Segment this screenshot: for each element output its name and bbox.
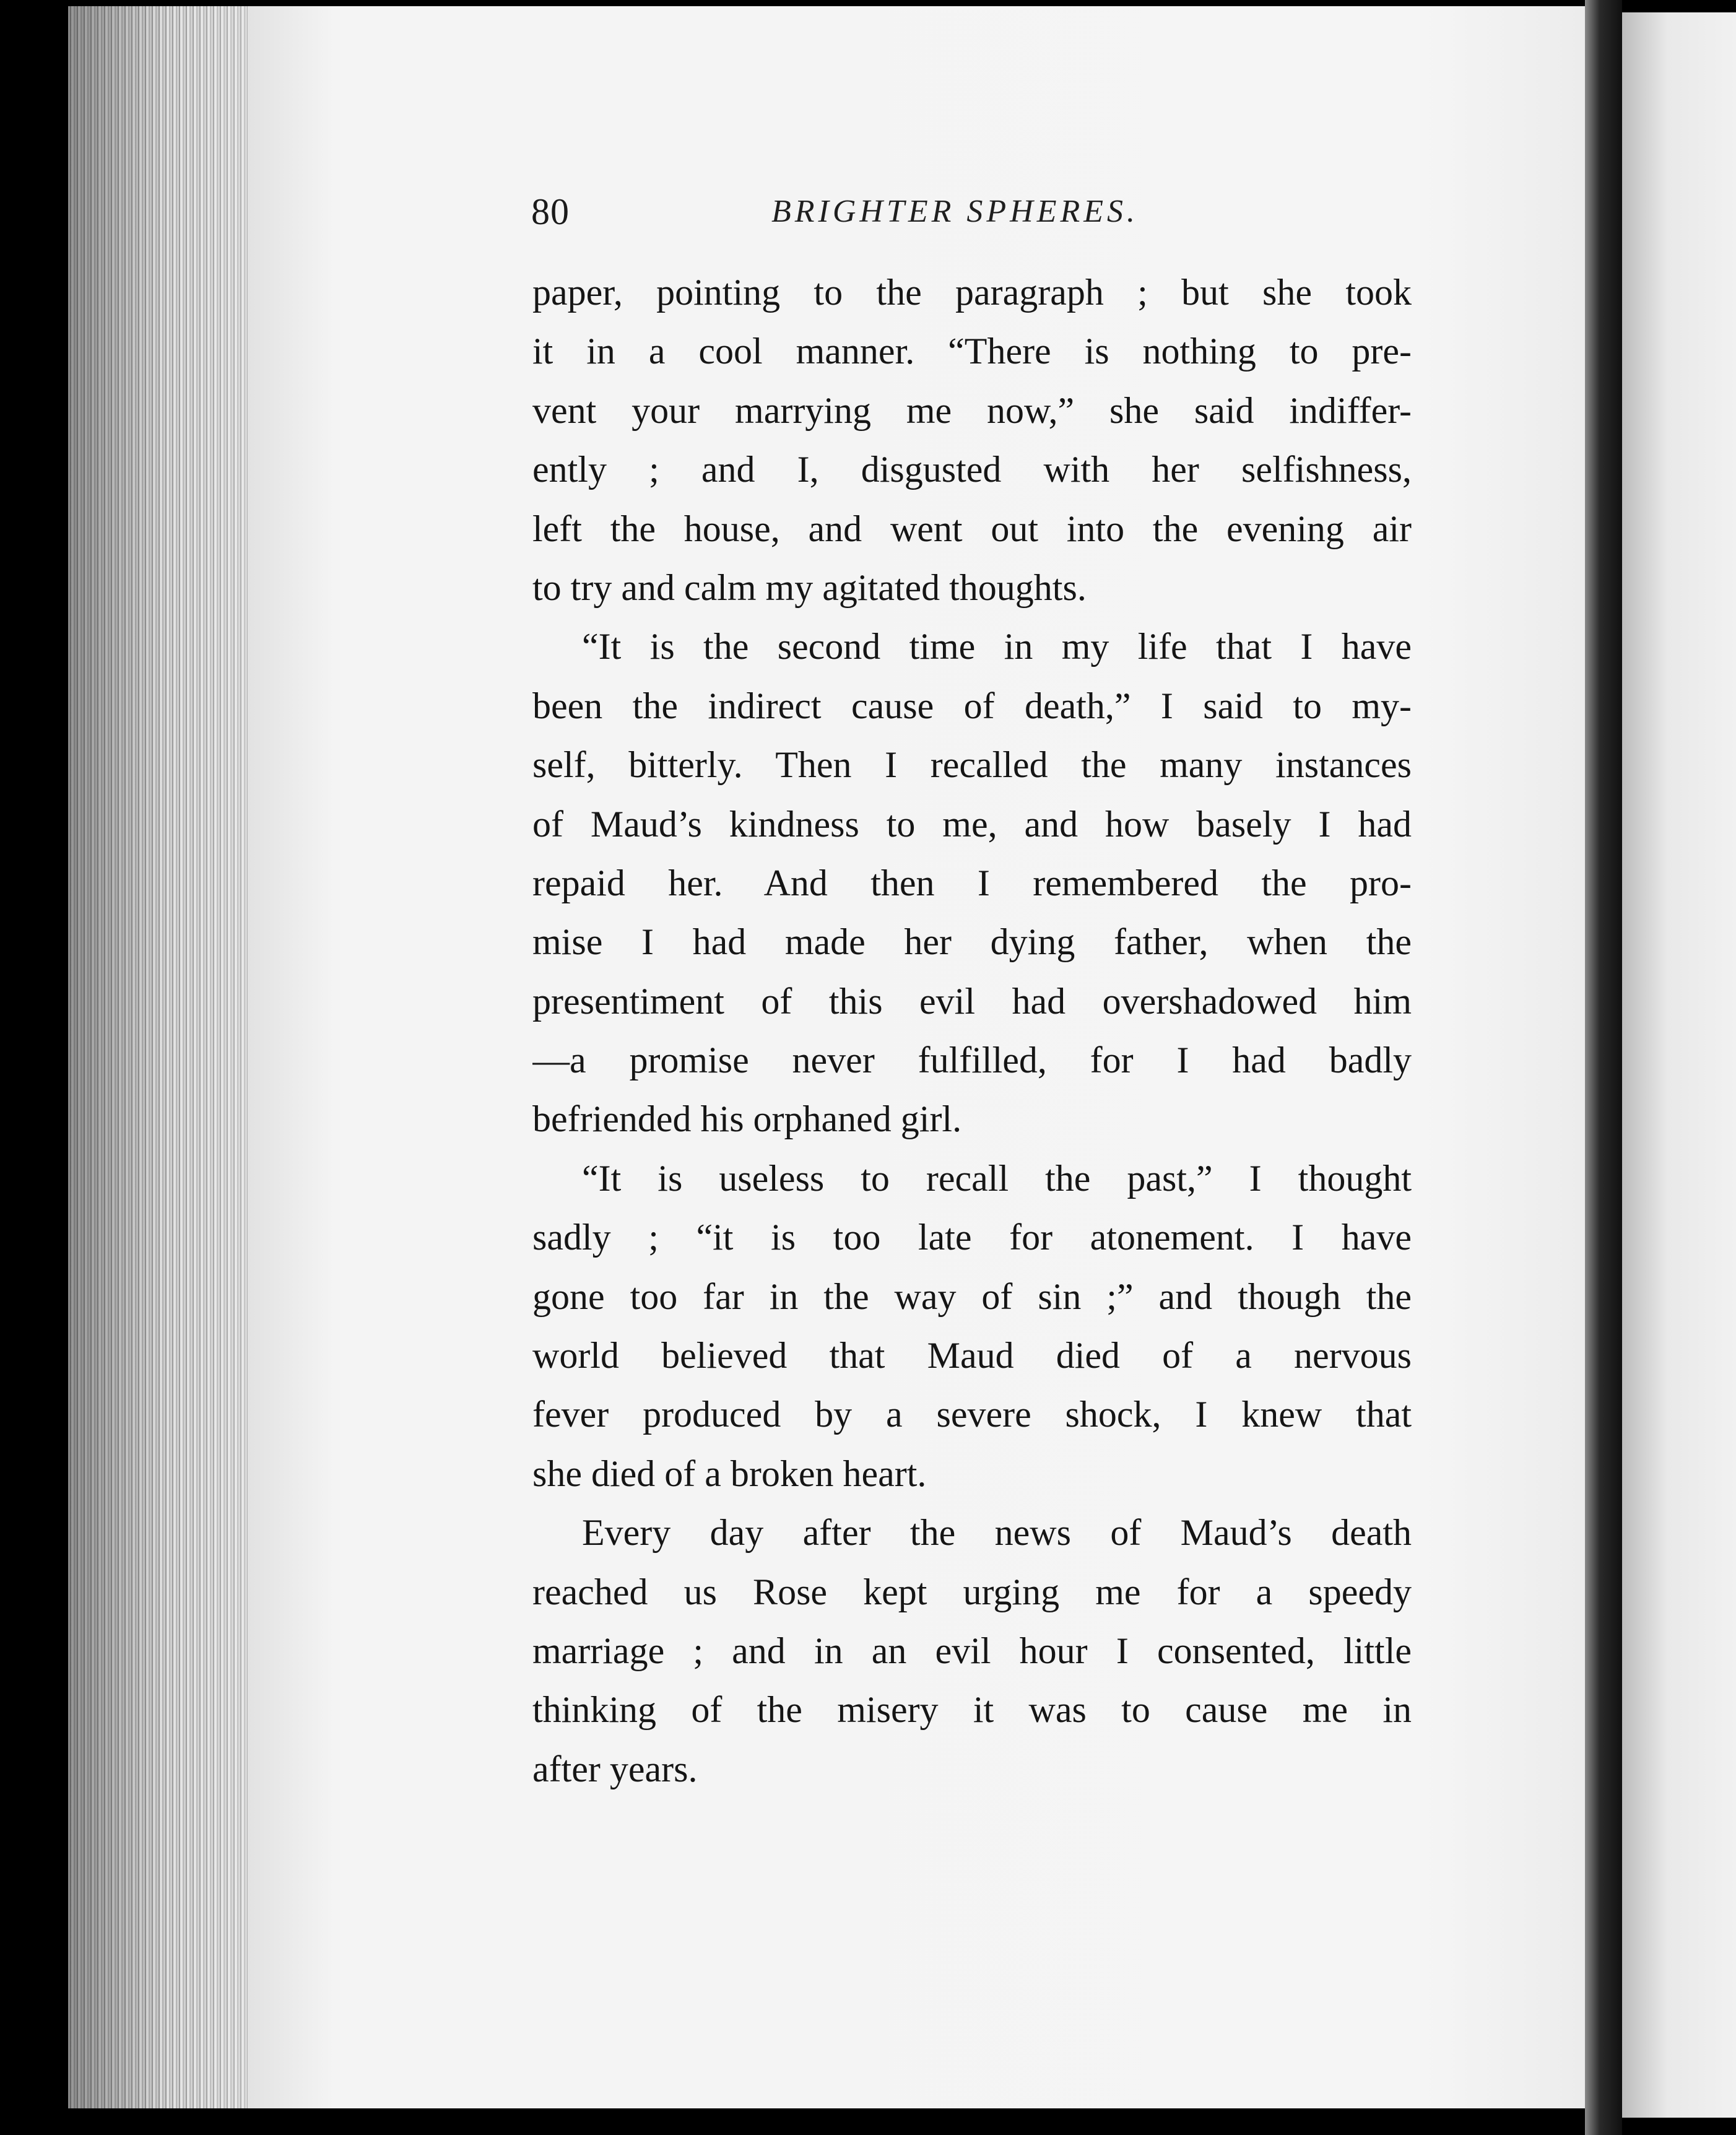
book-gutter — [1585, 0, 1622, 2135]
text-line: Every day after the news of Maud’s death — [582, 1512, 1412, 1554]
running-title: BRIGHTER SPHERES. — [771, 194, 1139, 229]
text-line: it in a cool manner. “There is nothing to pre- — [532, 331, 1412, 372]
running-head — [531, 191, 1410, 246]
text-line: to try and calm my agitated thoughts. — [532, 567, 1087, 608]
body-text — [532, 263, 1412, 1799]
text-line: “It is the second time in my life that I have — [582, 626, 1412, 667]
facing-page-edge — [1622, 12, 1736, 2118]
text-line: ently ; and I, disgusted with her selfishness, — [532, 449, 1412, 490]
text-line: fever produced by a severe shock, I knew that — [532, 1394, 1412, 1435]
text-line: world believed that Maud died of a nervous — [532, 1335, 1412, 1376]
text-line: gone too far in the way of sin ;” and though the — [532, 1276, 1412, 1317]
text-line: been the indirect cause of death,” I said to my- — [532, 685, 1412, 726]
text-line: presentiment of this evil had overshadowed him — [532, 980, 1412, 1022]
text-line: left the house, and went out into the evening air — [532, 508, 1412, 549]
text-line: marriage ; and in an evil hour I consented, little — [532, 1630, 1412, 1671]
text-line: she died of a broken heart. — [532, 1453, 927, 1494]
page-number: 80 — [531, 191, 570, 232]
text-line: befriended his orphaned girl. — [532, 1098, 962, 1140]
text-line: repaid her. And then I remembered the pro- — [532, 862, 1412, 903]
text-line: mise I had made her dying father, when the — [532, 921, 1412, 963]
text-line: reached us Rose kept urging me for a speedy — [532, 1571, 1412, 1612]
text-line: “It is useless to recall the past,” I thought — [582, 1157, 1412, 1199]
text-line: paper, pointing to the paragraph ; but she took — [532, 272, 1412, 313]
text-line: sadly ; “it is too late for atonement. I have — [532, 1217, 1412, 1258]
text-line: after years. — [532, 1748, 698, 1789]
text-line: vent your marrying me now,” she said indiffer- — [532, 389, 1412, 431]
text-line: —a promise never fulfilled, for I had badly — [532, 1040, 1412, 1081]
text-line: of Maud’s kindness to me, and how basely I had — [532, 803, 1412, 845]
text-line: self, bitterly. Then I recalled the many instances — [532, 744, 1412, 786]
text-line: thinking of the misery it was to cause me in — [532, 1689, 1412, 1731]
page-edge-shadow — [68, 6, 254, 2108]
